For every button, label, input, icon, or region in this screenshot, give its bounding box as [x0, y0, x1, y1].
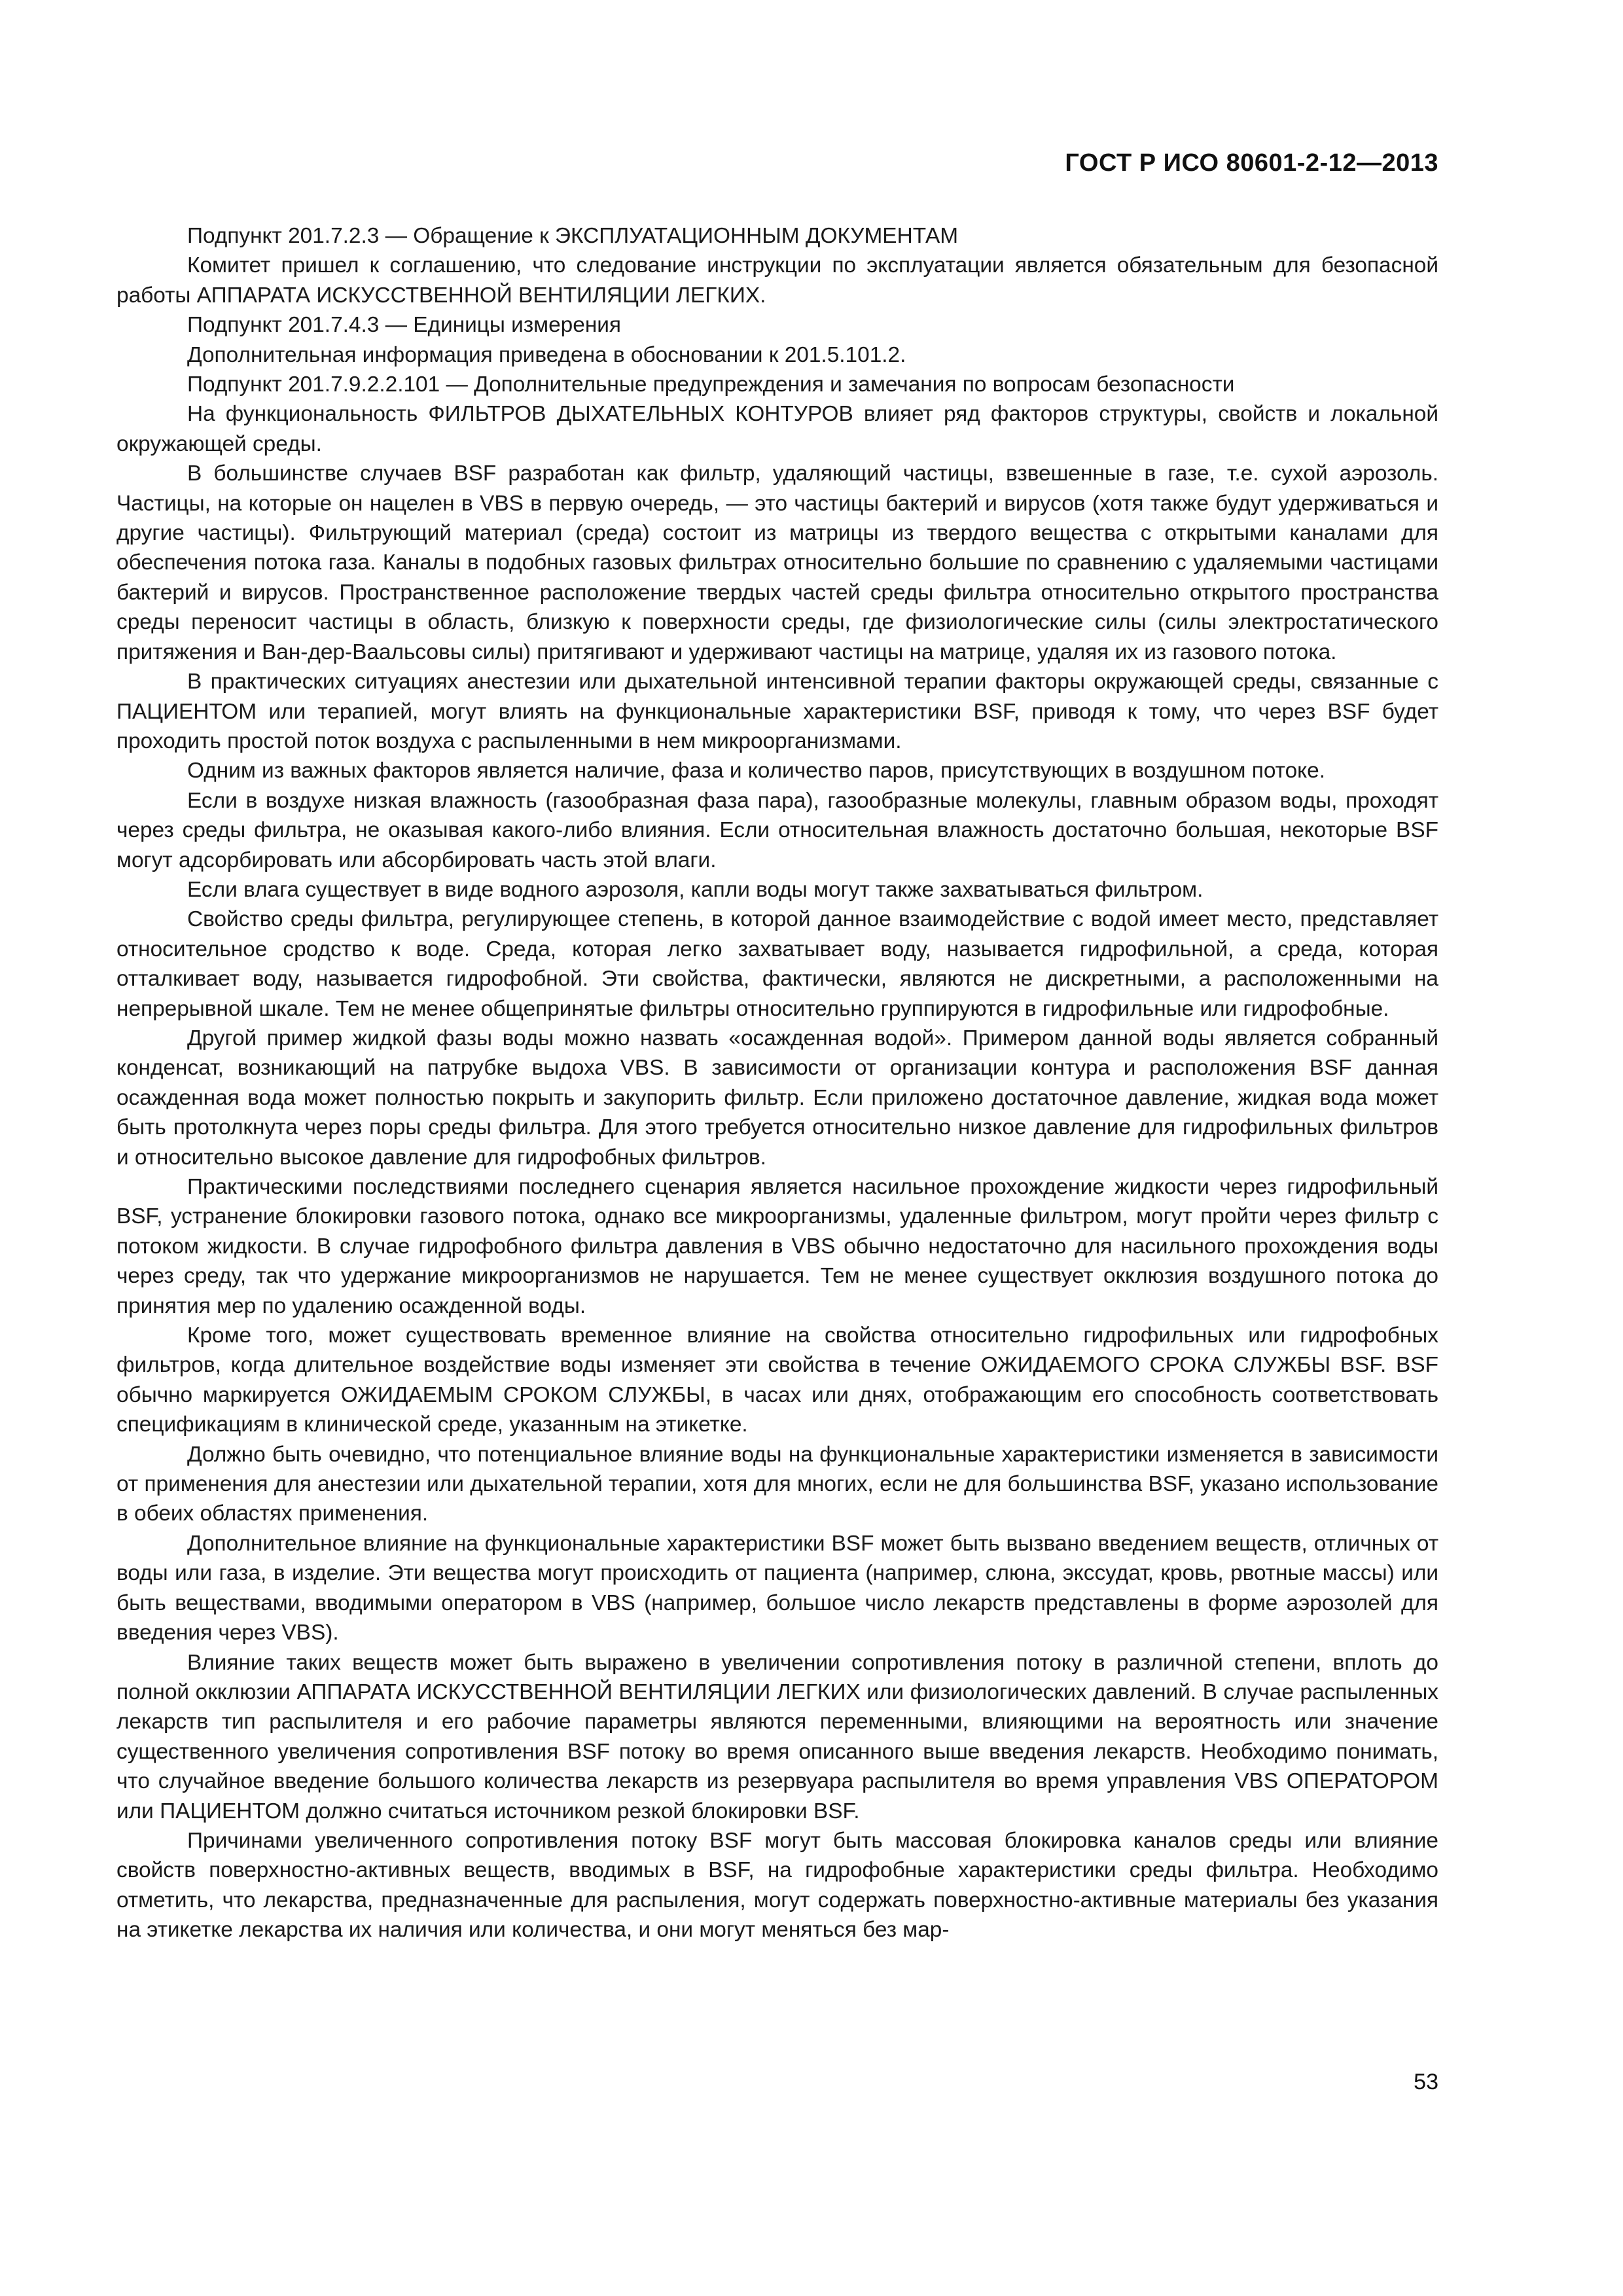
paragraph: Если влага существует в виде водного аэрозоля, капли воды могут также захватываться фильтром. — [187, 877, 1204, 902]
paragraph: Дополнительное влияние на функциональные характеристики BSF может быть вызвано введением веществ, отличных от воды или газа, в изделие. Эти вещества могут происходить от пациента (например, слюна, экссудат, кровь, рвотные массы) или быть веществами, вводимыми оператором в VBS (например, большое число лекарств представлены в форме аэрозолей для введения через VBS). — [116, 1531, 1438, 1645]
paragraph: Комитет пришел к соглашению, что следование инструкции по эксплуатации является обязательным для безопасной работы АППАРАТА ИСКУССТВЕННОЙ ВЕНТИЛЯЦИИ ЛЕГКИХ. — [116, 253, 1438, 308]
paragraph: В практических ситуациях анестезии или дыхательной интенсивной терапии факторы окружающей среды, связанные с ПАЦИЕНТОМ или терапией, могут влиять на функциональные характеристики BSF, приводя к тому, что через BSF будет проходить простой поток воздуха с распыленными в нем микроорганизмами. — [116, 670, 1438, 753]
paragraph: Дополнительная информация приведена в обосновании к 201.5.101.2. — [187, 342, 906, 367]
page-number: 53 — [1414, 2070, 1438, 2094]
page-header-standard-code: ГОСТ Р ИСО 80601-2-12—2013 — [1065, 149, 1438, 177]
paragraph: Причинами увеличенного сопротивления потоку BSF могут быть массовая блокировка каналов среды или влияние свойств поверхностно-активных веществ, вводимых в BSF, на гидрофобные характеристики среды фильтра. Необходимо отметить, что лекарства, предназначенные для распыления, могут содержать поверхностно-активные материалы без указания на этикетке лекарства их наличия или количества, и они могут меняться без мар- — [116, 1828, 1438, 1943]
paragraph: Подпункт 201.7.4.3 — Единицы измерения — [187, 313, 621, 338]
paragraph: Подпункт 201.7.2.3 — Обращение к ЭКСПЛУАТАЦИОННЫМ ДОКУМЕНТАМ — [187, 224, 959, 248]
paragraph: Если в воздухе низкая влажность (газообразная фаза пара), газообразные молекулы, главным образом воды, проходят через среды фильтра, не оказывая какого-либо влияния. Если относительная влажность достаточно большая, некоторые BSF могут адсорбировать или абсорбировать часть этой влаги. — [116, 788, 1438, 872]
paragraph: Одним из важных факторов является наличие, фаза и количество паров, присутствующих в воздушном потоке. — [187, 759, 1326, 783]
paragraph: Свойство среды фильтра, регулирующее степень, в которой данное взаимодействие с водой имеет место, представляет относительное сродство к воде. Среда, которая легко захватывает воду, называется гидрофильной, а среда, которая отталкивает воду, называется гидрофобной. Эти свойства, фактически, являются не дискретными, а расположенными на непрерывной шкале. Тем не менее общепринятые фильтры относительно группируются в гидрофильные или гидрофобные. — [116, 907, 1438, 1021]
paragraph: Подпункт 201.7.9.2.2.101 — Дополнительные предупреждения и замечания по вопросам безопасности — [187, 372, 1235, 397]
paragraph: Кроме того, может существовать временное влияние на свойства относительно гидрофильных или гидрофобных фильтров, когда длительное воздействие воды изменяет эти свойства в течение ОЖИДАЕМОГО СРОКА СЛУЖБЫ BSF. BSF обычно маркируется ОЖИДАЕМЫМ СРОКОМ СЛУЖБЫ, в часах или днях, отображающим его способность соответствовать спецификациям в клинической среде, указанным на этикетке. — [116, 1323, 1438, 1437]
paragraph: Другой пример жидкой фазы воды можно назвать «осажденная водой». Примером данной воды является собранный конденсат, возникающий на патрубке выдоха VBS. В зависимости от организации контура и расположения BSF данная осажденная вода может полностью покрыть и закупорить фильтр. Если приложено достаточное давление, жидкая вода может быть протолкнута через поры среды фильтра. Для этого требуется относительно низкое давление для гидрофильных фильтров и относительно высокое давление для гидрофобных фильтров. — [116, 1026, 1438, 1170]
paragraph: Влияние таких веществ может быть выражено в увеличении сопротивления потоку в различной степени, вплоть до полной окклюзии АППАРАТА ИСКУССТВЕННОЙ ВЕНТИЛЯЦИИ ЛЕГКИХ или физиологических давлений. В случае распыленных лекарств тип распылителя и его рабочие параметры являются переменными, влияющими на вероятность или значение существенного увеличения сопротивления BSF потоку во время описанного выше введения лекарств. Необходимо понимать, что случайное введение большого количества лекарств из резервуара распылителя во время управления VBS ОПЕРАТОРОМ или ПАЦИЕНТОМ должно считаться источником резкой блокировки BSF. — [116, 1650, 1438, 1823]
document-body — [116, 221, 1438, 1945]
paragraph: В большинстве случаев BSF разработан как фильтр, удаляющий частицы, взвешенные в газе, т.е. сухой аэрозоль. Частицы, на которые он нацелен в VBS в первую очередь, — это частицы бактерий и вирусов (хотя также будут удерживаться и другие частицы). Фильтрующий материал (среда) состоит из матрицы из твердого вещества с открытыми каналами для обеспечения потока газа. Каналы в подобных газовых фильтрах относительно большие по сравнению с удаляемыми частицами бактерий и вирусов. Пространственное расположение твердых частей среды фильтра относительно открытого пространства среды переносит частицы в область, близкую к поверхности среды, где физиологические силы (силы электростатического притяжения и Ван-дер-Ваальсовы силы) притягивают и удерживают частицы на матрице, удаляя их из газового потока. — [116, 461, 1438, 664]
paragraph: На функциональность ФИЛЬТРОВ ДЫХАТЕЛЬНЫХ КОНТУРОВ влияет ряд факторов структуры, свойств и локальной окружающей среды. — [116, 402, 1438, 456]
paragraph: Практическими последствиями последнего сценария является насильное прохождение жидкости через гидрофильный BSF, устранение блокировки газового потока, однако все микроорганизмы, удаленные фильтром, могут пройти через фильтр с потоком жидкости. В случае гидрофобного фильтра давления в VBS обычно недостаточно для насильного прохождения воды через среду, так что удержание микроорганизмов не нарушается. Тем не менее существует окклюзия воздушного потока до принятия мер по удалению осажденной воды. — [116, 1175, 1438, 1318]
paragraph: Должно быть очевидно, что потенциальное влияние воды на функциональные характеристики изменяется в зависимости от применения для анестезии или дыхательной терапии, хотя для многих, если не для большинства BSF, указано использование в обеих областях применения. — [116, 1442, 1438, 1526]
